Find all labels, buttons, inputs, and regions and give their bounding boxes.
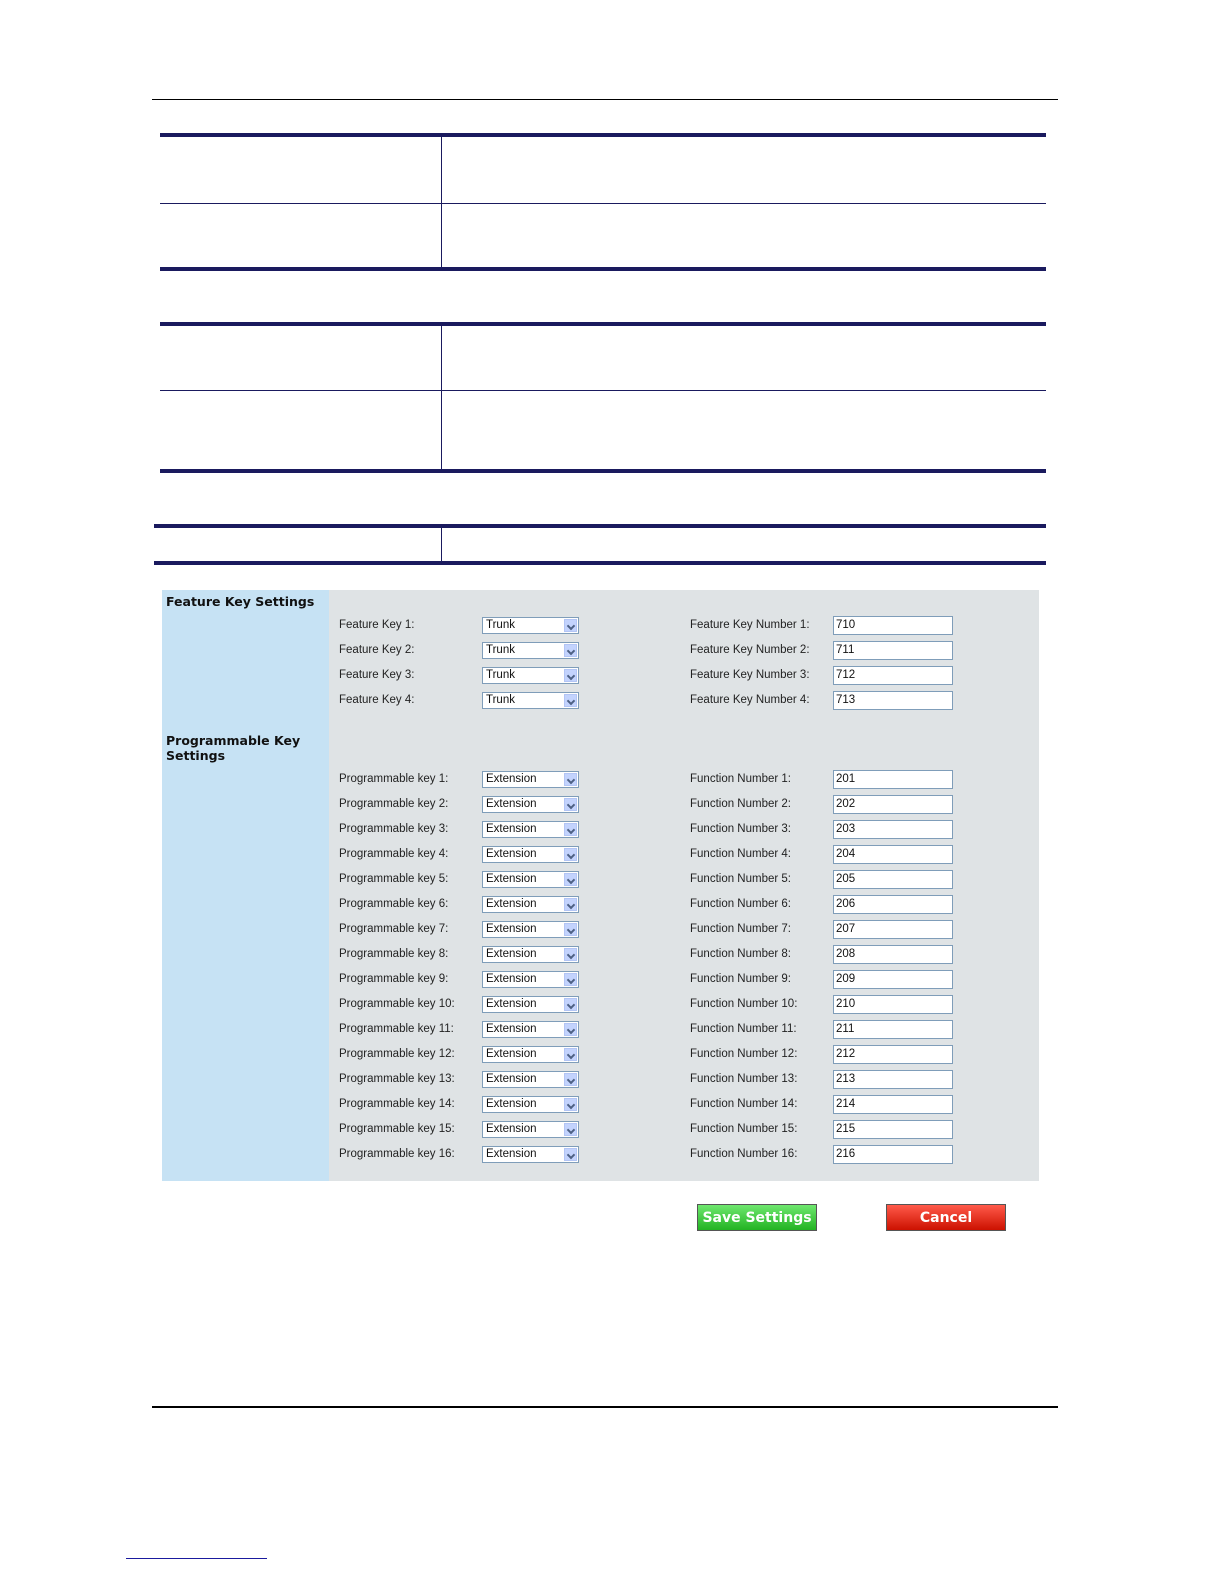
programmable-key-select-value: Extension bbox=[486, 1148, 537, 1160]
programmable-key-label: Programmable key 6: bbox=[339, 898, 449, 910]
feature-key-select[interactable] bbox=[482, 667, 579, 684]
feature-key-select-value: Trunk bbox=[486, 669, 515, 681]
programmable-key-select-value: Extension bbox=[486, 773, 537, 785]
feature-key-number-input[interactable]: 713 bbox=[833, 691, 953, 710]
programmable-key-select[interactable] bbox=[482, 1071, 579, 1088]
programmable-key-select[interactable] bbox=[482, 771, 579, 788]
feature-key-row bbox=[333, 642, 1039, 661]
programmable-key-number-label: Function Number 8: bbox=[690, 948, 791, 960]
feature-key-label: Feature Key 2: bbox=[339, 644, 415, 656]
programmable-key-row bbox=[333, 1071, 1039, 1090]
programmable-key-number-label: Function Number 5: bbox=[690, 873, 791, 885]
programmable-key-label: Programmable key 5: bbox=[339, 873, 449, 885]
programmable-key-select-value: Extension bbox=[486, 898, 537, 910]
programmable-key-select[interactable] bbox=[482, 821, 579, 838]
programmable-key-select-value: Extension bbox=[486, 798, 537, 810]
programmable-key-number-label: Function Number 13: bbox=[690, 1073, 798, 1085]
programmable-key-row bbox=[333, 1046, 1039, 1065]
programmable-key-number-label: Function Number 12: bbox=[690, 1048, 798, 1060]
programmable-key-label: Programmable key 3: bbox=[339, 823, 449, 835]
programmable-key-number-input[interactable]: 210 bbox=[833, 995, 953, 1014]
programmable-key-label: Programmable key 13: bbox=[339, 1073, 455, 1085]
programmable-key-number-input[interactable]: 202 bbox=[833, 795, 953, 814]
programmable-key-number-label: Function Number 14: bbox=[690, 1098, 798, 1110]
parameter-table-1 bbox=[160, 133, 1046, 272]
chevron-down-icon[interactable] bbox=[564, 998, 577, 1011]
programmable-key-row bbox=[333, 896, 1039, 915]
feature-key-row bbox=[333, 667, 1039, 686]
feature-key-number-input[interactable]: 712 bbox=[833, 666, 953, 685]
feature-key-label: Feature Key 3: bbox=[339, 669, 415, 681]
programmable-key-label: Programmable key 14: bbox=[339, 1098, 455, 1110]
programmable-key-select-value: Extension bbox=[486, 1098, 537, 1110]
programmable-key-select[interactable] bbox=[482, 946, 579, 963]
programmable-key-title-line2: Settings bbox=[166, 748, 226, 763]
chevron-down-icon[interactable] bbox=[564, 1148, 577, 1161]
programmable-key-row bbox=[333, 821, 1039, 840]
programmable-key-select[interactable] bbox=[482, 921, 579, 938]
parameter-table-3 bbox=[154, 524, 1046, 566]
feature-key-number-label: Feature Key Number 3: bbox=[690, 669, 810, 681]
programmable-key-row bbox=[333, 1096, 1039, 1115]
chevron-down-icon[interactable] bbox=[564, 873, 577, 886]
programmable-key-number-label: Function Number 6: bbox=[690, 898, 791, 910]
programmable-key-number-input[interactable]: 206 bbox=[833, 895, 953, 914]
feature-key-select[interactable] bbox=[482, 692, 579, 709]
programmable-key-select-value: Extension bbox=[486, 1073, 537, 1085]
chevron-down-icon[interactable] bbox=[564, 644, 577, 657]
chevron-down-icon[interactable] bbox=[564, 1073, 577, 1086]
feature-key-number-input[interactable]: 710 bbox=[833, 616, 953, 635]
programmable-key-select-value: Extension bbox=[486, 948, 537, 960]
programmable-key-number-label: Function Number 11: bbox=[690, 1023, 797, 1035]
feature-key-select-value: Trunk bbox=[486, 619, 515, 631]
programmable-key-number-label: Function Number 7: bbox=[690, 923, 791, 935]
chevron-down-icon[interactable] bbox=[564, 823, 577, 836]
chevron-down-icon[interactable] bbox=[564, 848, 577, 861]
programmable-key-number-label: Function Number 1: bbox=[690, 773, 791, 785]
programmable-key-select-value: Extension bbox=[486, 848, 537, 860]
chevron-down-icon[interactable] bbox=[564, 898, 577, 911]
feature-key-label: Feature Key 4: bbox=[339, 694, 415, 706]
key-settings-panel bbox=[162, 590, 1039, 1181]
programmable-key-number-input[interactable]: 212 bbox=[833, 1045, 953, 1064]
programmable-key-number-input[interactable]: 213 bbox=[833, 1070, 953, 1089]
programmable-key-label: Programmable key 8: bbox=[339, 948, 449, 960]
chevron-down-icon[interactable] bbox=[564, 1098, 577, 1111]
programmable-key-number-label: Function Number 2: bbox=[690, 798, 791, 810]
programmable-key-row bbox=[333, 1146, 1039, 1165]
programmable-key-number-input[interactable]: 214 bbox=[833, 1095, 953, 1114]
feature-key-select-value: Trunk bbox=[486, 644, 515, 656]
programmable-key-select-value: Extension bbox=[486, 1048, 537, 1060]
feature-key-number-label: Feature Key Number 2: bbox=[690, 644, 810, 656]
chevron-down-icon[interactable] bbox=[564, 1048, 577, 1061]
programmable-key-number-input[interactable]: 211 bbox=[833, 1020, 953, 1039]
feature-key-number-label: Feature Key Number 4: bbox=[690, 694, 810, 706]
programmable-key-select-value: Extension bbox=[486, 1023, 537, 1035]
programmable-key-number-input[interactable]: 208 bbox=[833, 945, 953, 964]
programmable-key-row bbox=[333, 871, 1039, 890]
chevron-down-icon[interactable] bbox=[564, 669, 577, 682]
parameter-table-2 bbox=[160, 322, 1046, 474]
programmable-key-row bbox=[333, 921, 1039, 940]
programmable-key-select-value: Extension bbox=[486, 973, 537, 985]
programmable-key-number-label: Function Number 9: bbox=[690, 973, 791, 985]
feature-key-number-input[interactable]: 711 bbox=[833, 641, 953, 660]
programmable-key-number-input[interactable]: 204 bbox=[833, 845, 953, 864]
programmable-key-select-value: Extension bbox=[486, 873, 537, 885]
programmable-key-select[interactable] bbox=[482, 971, 579, 988]
programmable-key-row bbox=[333, 971, 1039, 990]
programmable-key-row bbox=[333, 1121, 1039, 1140]
settings-sidebar bbox=[162, 590, 329, 1181]
programmable-key-select-value: Extension bbox=[486, 823, 537, 835]
programmable-key-number-input[interactable]: 203 bbox=[833, 820, 953, 839]
programmable-key-select[interactable] bbox=[482, 1121, 579, 1138]
programmable-key-row bbox=[333, 996, 1039, 1015]
programmable-key-select[interactable] bbox=[482, 846, 579, 863]
programmable-key-number-input[interactable]: 201 bbox=[833, 770, 953, 789]
programmable-key-select[interactable] bbox=[482, 996, 579, 1013]
footer-rule bbox=[152, 1406, 1058, 1408]
programmable-key-title-line1: Programmable Key bbox=[166, 733, 301, 748]
programmable-key-label: Programmable key 11: bbox=[339, 1023, 454, 1035]
chevron-down-icon[interactable] bbox=[564, 773, 577, 786]
programmable-key-select[interactable] bbox=[482, 1021, 579, 1038]
feature-key-number-label: Feature Key Number 1: bbox=[690, 619, 810, 631]
programmable-key-row bbox=[333, 771, 1039, 790]
save-settings-button[interactable]: Save Settings bbox=[697, 1204, 817, 1231]
programmable-key-select[interactable] bbox=[482, 896, 579, 913]
programmable-key-select-value: Extension bbox=[486, 998, 537, 1010]
programmable-key-label: Programmable key 10: bbox=[339, 998, 455, 1010]
programmable-key-number-input[interactable]: 207 bbox=[833, 920, 953, 939]
programmable-key-row bbox=[333, 846, 1039, 865]
programmable-key-number-label: Function Number 4: bbox=[690, 848, 791, 860]
programmable-key-number-input[interactable]: 216 bbox=[833, 1145, 953, 1164]
chevron-down-icon[interactable] bbox=[564, 694, 577, 707]
programmable-key-number-input[interactable]: 205 bbox=[833, 870, 953, 889]
programmable-key-select[interactable] bbox=[482, 871, 579, 888]
programmable-key-number-label: Function Number 10: bbox=[690, 998, 798, 1010]
programmable-key-label: Programmable key 16: bbox=[339, 1148, 455, 1160]
programmable-key-select-value: Extension bbox=[486, 923, 537, 935]
programmable-key-row bbox=[333, 1021, 1039, 1040]
programmable-key-select[interactable] bbox=[482, 796, 579, 813]
programmable-key-select[interactable] bbox=[482, 1046, 579, 1063]
programmable-key-number-label: Function Number 16: bbox=[690, 1148, 798, 1160]
feature-key-select[interactable] bbox=[482, 642, 579, 659]
settings-content bbox=[333, 590, 1039, 1181]
programmable-key-label: Programmable key 2: bbox=[339, 798, 449, 810]
header-rule bbox=[152, 99, 1058, 100]
programmable-key-number-label: Function Number 3: bbox=[690, 823, 791, 835]
feature-key-select-value: Trunk bbox=[486, 694, 515, 706]
programmable-key-select[interactable] bbox=[482, 1096, 579, 1113]
programmable-key-row bbox=[333, 796, 1039, 815]
chevron-down-icon[interactable] bbox=[564, 1023, 577, 1036]
cancel-button[interactable]: Cancel bbox=[886, 1204, 1006, 1231]
feature-key-settings-title: Feature Key Settings bbox=[166, 594, 315, 609]
feature-key-label: Feature Key 1: bbox=[339, 619, 415, 631]
chevron-down-icon[interactable] bbox=[564, 619, 577, 632]
programmable-key-settings-title bbox=[166, 733, 300, 763]
footnote-rule bbox=[126, 1558, 267, 1559]
chevron-down-icon[interactable] bbox=[564, 1123, 577, 1136]
chevron-down-icon[interactable] bbox=[564, 948, 577, 961]
chevron-down-icon[interactable] bbox=[564, 923, 577, 936]
programmable-key-label: Programmable key 12: bbox=[339, 1048, 455, 1060]
feature-key-row bbox=[333, 617, 1039, 636]
programmable-key-select[interactable] bbox=[482, 1146, 579, 1163]
programmable-key-label: Programmable key 15: bbox=[339, 1123, 455, 1135]
programmable-key-label: Programmable key 7: bbox=[339, 923, 449, 935]
feature-key-row bbox=[333, 692, 1039, 711]
chevron-down-icon[interactable] bbox=[564, 798, 577, 811]
programmable-key-select-value: Extension bbox=[486, 1123, 537, 1135]
chevron-down-icon[interactable] bbox=[564, 973, 577, 986]
programmable-key-number-input[interactable]: 215 bbox=[833, 1120, 953, 1139]
programmable-key-row bbox=[333, 946, 1039, 965]
programmable-key-label: Programmable key 4: bbox=[339, 848, 449, 860]
programmable-key-label: Programmable key 9: bbox=[339, 973, 449, 985]
programmable-key-number-input[interactable]: 209 bbox=[833, 970, 953, 989]
programmable-key-number-label: Function Number 15: bbox=[690, 1123, 798, 1135]
feature-key-select[interactable] bbox=[482, 617, 579, 634]
programmable-key-label: Programmable key 1: bbox=[339, 773, 449, 785]
